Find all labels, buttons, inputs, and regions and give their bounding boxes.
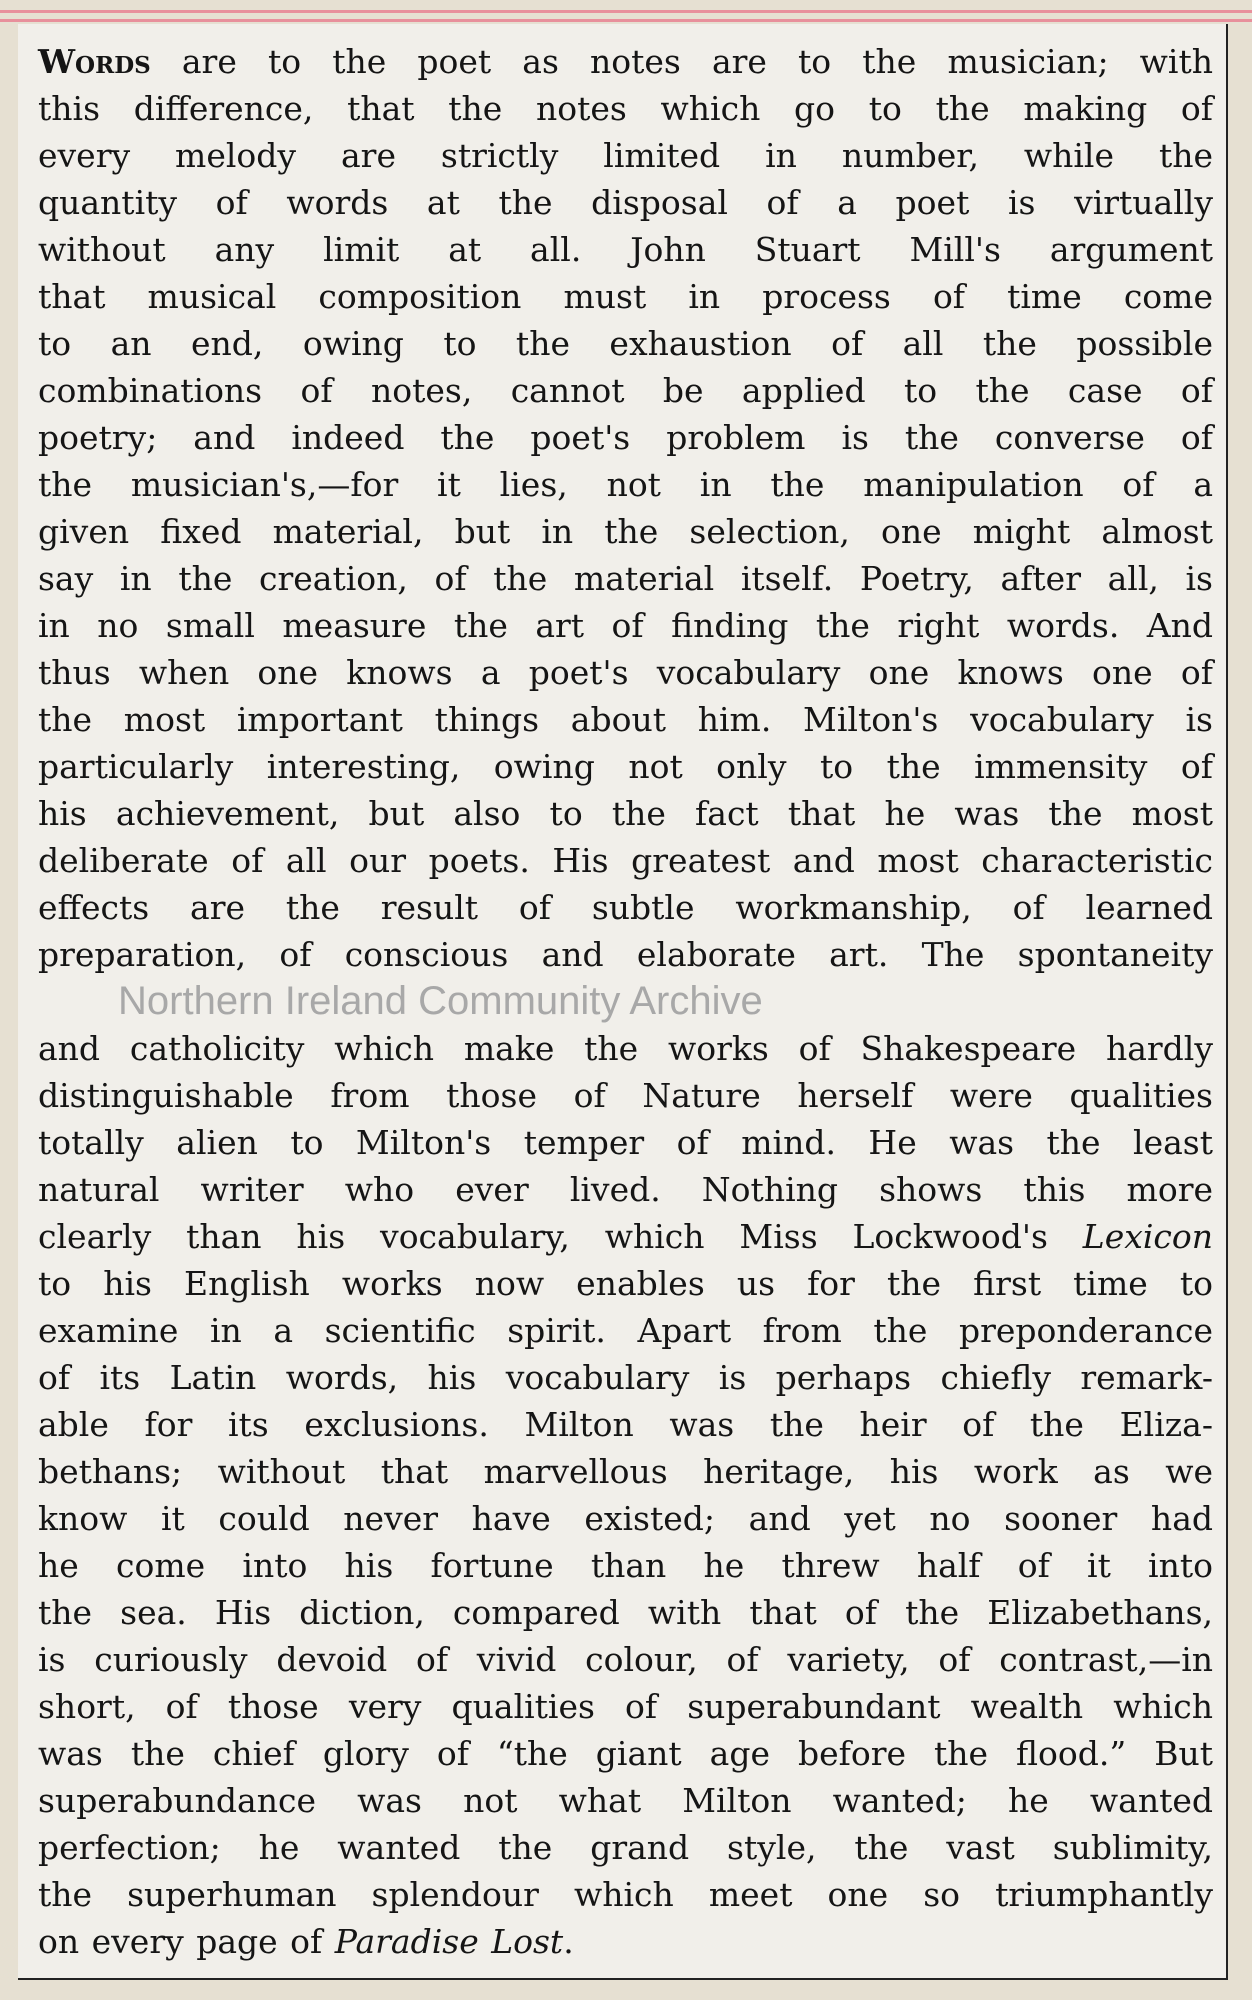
line-text: thus when one knows a poet's vocabulary one knows one of bbox=[38, 653, 1213, 692]
text-line bbox=[38, 1307, 1213, 1354]
line-text: every melody are strictly limited in number, while the bbox=[38, 136, 1213, 175]
top-red-rule-2 bbox=[0, 19, 1252, 22]
text-line bbox=[38, 414, 1213, 461]
article-text bbox=[38, 38, 1213, 1965]
line-text: distinguishable from those of Nature herself were qualities bbox=[38, 1076, 1213, 1115]
line-text: combinations of notes, cannot be applied to the case of bbox=[38, 371, 1213, 410]
line-text: in no small measure the art of finding the right words. And bbox=[38, 606, 1213, 645]
newspaper-clipping bbox=[18, 24, 1228, 1980]
line-text: superabundance was not what Milton wanted; he wanted bbox=[38, 1781, 1213, 1820]
line-text: poetry; and indeed the poet's problem is the converse of bbox=[38, 418, 1213, 457]
text-line bbox=[38, 461, 1213, 508]
text-line bbox=[38, 1918, 1213, 1965]
line-text: are to the poet as notes are to the musician; with bbox=[150, 42, 1213, 81]
text-line bbox=[38, 1448, 1213, 1495]
line-text: he come into his fortune than he threw half of it into bbox=[38, 1546, 1213, 1585]
text-line bbox=[38, 179, 1213, 226]
line-text: say in the creation, of the material itself. Poetry, after all, is bbox=[38, 559, 1213, 598]
line-text: deliberate of all our poets. His greatest and most characteristic bbox=[38, 841, 1213, 880]
lead-word: Words bbox=[38, 42, 151, 81]
text-line bbox=[38, 508, 1213, 555]
text-line bbox=[38, 1260, 1213, 1307]
text-line bbox=[38, 1777, 1213, 1824]
text-line bbox=[38, 837, 1213, 884]
line-text: the musician's,—for it lies, not in the manipulation of a bbox=[38, 465, 1213, 504]
line-text: perfection; he wanted the grand style, the vast sublimity, bbox=[38, 1828, 1213, 1867]
line-text: his achievement, but also to the fact that he was the most bbox=[38, 794, 1213, 833]
line-text: effects are the result of subtle workmanship, of learned bbox=[38, 888, 1213, 927]
line-text: the sea. His diction, compared with that of the Elizabethans, bbox=[38, 1593, 1213, 1632]
line-text: of its Latin words, his vocabulary is perhaps chiefly remark- bbox=[38, 1358, 1213, 1397]
line-text: particularly interesting, owing not only to the immensity of bbox=[38, 747, 1213, 786]
text-line bbox=[38, 1589, 1213, 1636]
text-line bbox=[38, 85, 1213, 132]
text-line bbox=[38, 649, 1213, 696]
text-line bbox=[38, 696, 1213, 743]
text-line bbox=[38, 38, 1213, 85]
text-line bbox=[38, 1213, 1213, 1260]
text-line bbox=[38, 367, 1213, 414]
text-line bbox=[38, 602, 1213, 649]
text-line bbox=[38, 1166, 1213, 1213]
line-text: to his English works now enables us for the first time to bbox=[38, 1264, 1213, 1303]
text-line bbox=[38, 555, 1213, 602]
line-text: was the chief glory of “the giant age before the flood.” But bbox=[38, 1734, 1213, 1773]
top-red-rule bbox=[0, 10, 1252, 13]
line-text: that musical composition must in process of time come bbox=[38, 277, 1213, 316]
line-text: given fixed material, but in the selection, one might almost bbox=[38, 512, 1213, 551]
watermark: Northern Ireland Community Archive bbox=[118, 979, 763, 1023]
text-line bbox=[38, 931, 1213, 978]
text-line bbox=[38, 1401, 1213, 1448]
text-line bbox=[38, 1025, 1213, 1072]
text-line bbox=[38, 273, 1213, 320]
text-line bbox=[38, 790, 1213, 837]
text-line bbox=[38, 1495, 1213, 1542]
line-text: totally alien to Milton's temper of mind. He was the least bbox=[38, 1123, 1213, 1162]
line-text: on every page of Paradise Lost. bbox=[38, 1922, 574, 1961]
text-line bbox=[38, 1354, 1213, 1401]
line-text: the superhuman splendour which meet one so triumphantly bbox=[38, 1875, 1213, 1914]
line-text: know it could never have existed; and yet no sooner had bbox=[38, 1499, 1213, 1538]
line-text: bethans; without that marvellous heritage, his work as we bbox=[38, 1452, 1213, 1491]
line-text: is curiously devoid of vivid colour, of variety, of contrast,—in bbox=[38, 1640, 1213, 1679]
line-text: clearly than his vocabulary, which Miss Lockwood's Lexicon bbox=[38, 1217, 1213, 1256]
line-text: to an end, owing to the exhaustion of all the possible bbox=[38, 324, 1213, 363]
line-text: without any limit at all. John Stuart Mill's argument bbox=[38, 230, 1213, 269]
line-text: able for its exclusions. Milton was the heir of the Eliza- bbox=[38, 1405, 1213, 1444]
text-line bbox=[38, 1542, 1213, 1589]
text-line bbox=[38, 1636, 1213, 1683]
text-line bbox=[38, 226, 1213, 273]
line-text: the most important things about him. Milton's vocabulary is bbox=[38, 700, 1213, 739]
text-line bbox=[38, 1730, 1213, 1777]
text-line bbox=[38, 1072, 1213, 1119]
text-line bbox=[38, 1119, 1213, 1166]
text-line bbox=[38, 1871, 1213, 1918]
text-line bbox=[38, 743, 1213, 790]
text-line bbox=[38, 320, 1213, 367]
line-text: this difference, that the notes which go to the making of bbox=[38, 89, 1213, 128]
text-line bbox=[38, 1683, 1213, 1730]
text-line bbox=[38, 132, 1213, 179]
line-text: natural writer who ever lived. Nothing shows this more bbox=[38, 1170, 1213, 1209]
line-text: and catholicity which make the works of Shakespeare hardly bbox=[38, 1029, 1213, 1068]
line-text: examine in a scientific spirit. Apart from the preponderance bbox=[38, 1311, 1213, 1350]
text-line bbox=[38, 884, 1213, 931]
line-text: quantity of words at the disposal of a poet is virtually bbox=[38, 183, 1213, 222]
line-text: short, of those very qualities of superabundant wealth which bbox=[38, 1687, 1213, 1726]
line-text: preparation, of conscious and elaborate art. The spontaneity bbox=[38, 935, 1213, 974]
text-line bbox=[38, 1824, 1213, 1871]
